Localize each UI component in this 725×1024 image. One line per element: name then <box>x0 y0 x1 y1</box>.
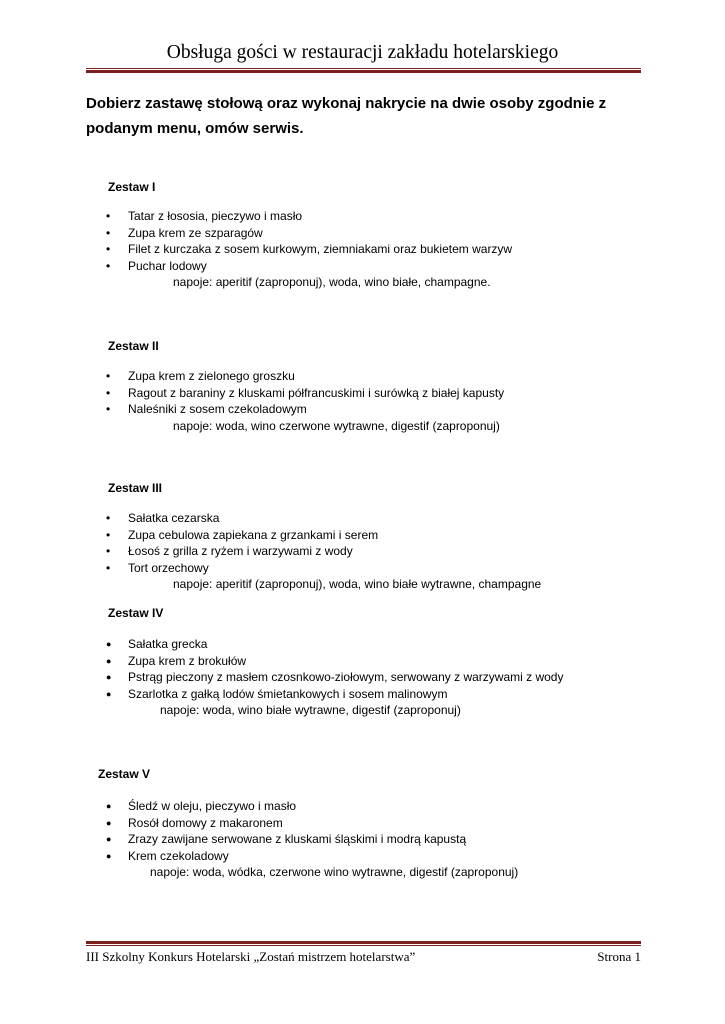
dish-list <box>106 368 504 418</box>
bullet-icon: • <box>106 385 111 400</box>
bullet-icon: ● <box>106 639 112 649</box>
list-item: • Zupa krem ze szparagów <box>106 225 263 240</box>
list-item: • Zupa cebulowa zapiekana z grzankami i serem <box>106 527 379 542</box>
bullet-icon: • <box>106 209 111 223</box>
bullet-icon: ● <box>106 850 112 861</box>
bullet-icon: ● <box>106 801 112 811</box>
dish-list <box>106 636 563 702</box>
menu-set-5 <box>98 767 518 881</box>
bullet-icon: • <box>106 560 111 575</box>
drinks-line: napoje: woda, wino białe wytrawne, digestif (zaproponuj) <box>160 703 461 717</box>
dish-list <box>106 798 518 864</box>
list-item: ● Śledź w oleju, pieczywo i masło <box>106 799 297 813</box>
bullet-icon: ● <box>106 672 112 682</box>
bullet-icon: ● <box>106 817 112 828</box>
bullet-icon: ● <box>106 834 112 844</box>
drinks-line: napoje: woda, wódka, czerwone wino wytrawne, digestif (zaproponuj) <box>150 865 519 879</box>
drinks-line: napoje: aperitif (zaproponuj), woda, wino białe wytrawne, champagne <box>173 577 542 591</box>
list-item: • Łosoś z grilla z ryżem i warzywami z wody <box>106 544 353 558</box>
bullet-icon: ● <box>106 688 112 699</box>
drinks-line: napoje: woda, wino czerwone wytrawne, digestif (zaproponuj) <box>173 418 500 433</box>
bullet-icon: • <box>106 369 111 383</box>
bullet-icon: ● <box>106 655 112 666</box>
task-title: Dobierz zastawę stołową oraz wykonaj nakrycie na dwie osoby zgodnie z podanym menu, omów serwis. <box>86 95 607 137</box>
bullet-icon: • <box>106 544 111 558</box>
bullet-icon: • <box>106 258 111 273</box>
dish-list <box>106 510 541 576</box>
list-item: ● Rosół domowy z makaronem <box>106 815 283 830</box>
footer-divider-thin <box>86 945 641 946</box>
list-item: • Filet z kurczaka z sosem kurkowym, ziemniakami oraz bukietem warzyw <box>106 242 513 256</box>
list-item: ● Szarlotka z gałką lodów śmietankowych i sosem malinowym <box>106 686 448 701</box>
list-item: • Zupa krem z zielonego groszku <box>106 369 295 383</box>
header-divider-thin <box>86 68 641 69</box>
bullet-icon: • <box>106 527 111 542</box>
menu-set-3 <box>108 481 541 593</box>
set-title: Zestaw V <box>98 767 151 781</box>
page-header-title: Obsługa gości w restauracji zakładu hotelarskiego <box>166 42 559 63</box>
menu-set-4 <box>108 606 563 719</box>
dish-list <box>106 208 512 274</box>
list-item: ● Krem czekoladowy <box>106 848 229 863</box>
menu-set-1 <box>108 180 512 291</box>
list-item: • Puchar lodowy <box>106 258 207 273</box>
list-item: • Sałatka cezarska <box>106 511 220 525</box>
list-item: • Naleśniki z sosem czekoladowym <box>106 402 307 416</box>
bullet-icon: • <box>106 511 111 525</box>
page-number: Strona 1 <box>597 949 641 964</box>
set-title: Zestaw IV <box>108 606 164 620</box>
set-title: Zestaw III <box>108 481 163 495</box>
list-item: ● Zrazy zawijane serwowane z kluskami śląskimi i modrą kapustą <box>106 832 467 846</box>
bullet-icon: • <box>106 402 111 416</box>
list-item: ● Pstrąg pieczony z masłem czosnkowo-ziołowym, serwowany z warzywami z wody <box>106 670 564 684</box>
set-title: Zestaw I <box>108 180 156 194</box>
bullet-icon: • <box>106 242 111 256</box>
list-item: ● Sałatka grecka <box>106 637 208 651</box>
list-item: ● Zupa krem z brokułów <box>106 653 247 668</box>
footer-contest-name: III Szkolny Konkurs Hotelarski „Zostań mistrzem hotelarstwa” <box>86 949 416 964</box>
list-item: • Ragout z baraniny z kluskami półfrancuskimi i surówką z białej kapusty <box>106 385 505 400</box>
drinks-line: napoje: aperitif (zaproponuj), woda, wino białe, champagne. <box>173 275 491 289</box>
set-title: Zestaw II <box>108 339 159 353</box>
footer-divider-thick <box>86 941 641 944</box>
list-item: • Tort orzechowy <box>106 560 209 575</box>
list-item: • Tatar z łososia, pieczywo i masło <box>106 209 303 223</box>
bullet-icon: • <box>106 225 111 240</box>
header-divider-thick <box>86 70 641 73</box>
menu-set-2 <box>108 339 504 434</box>
